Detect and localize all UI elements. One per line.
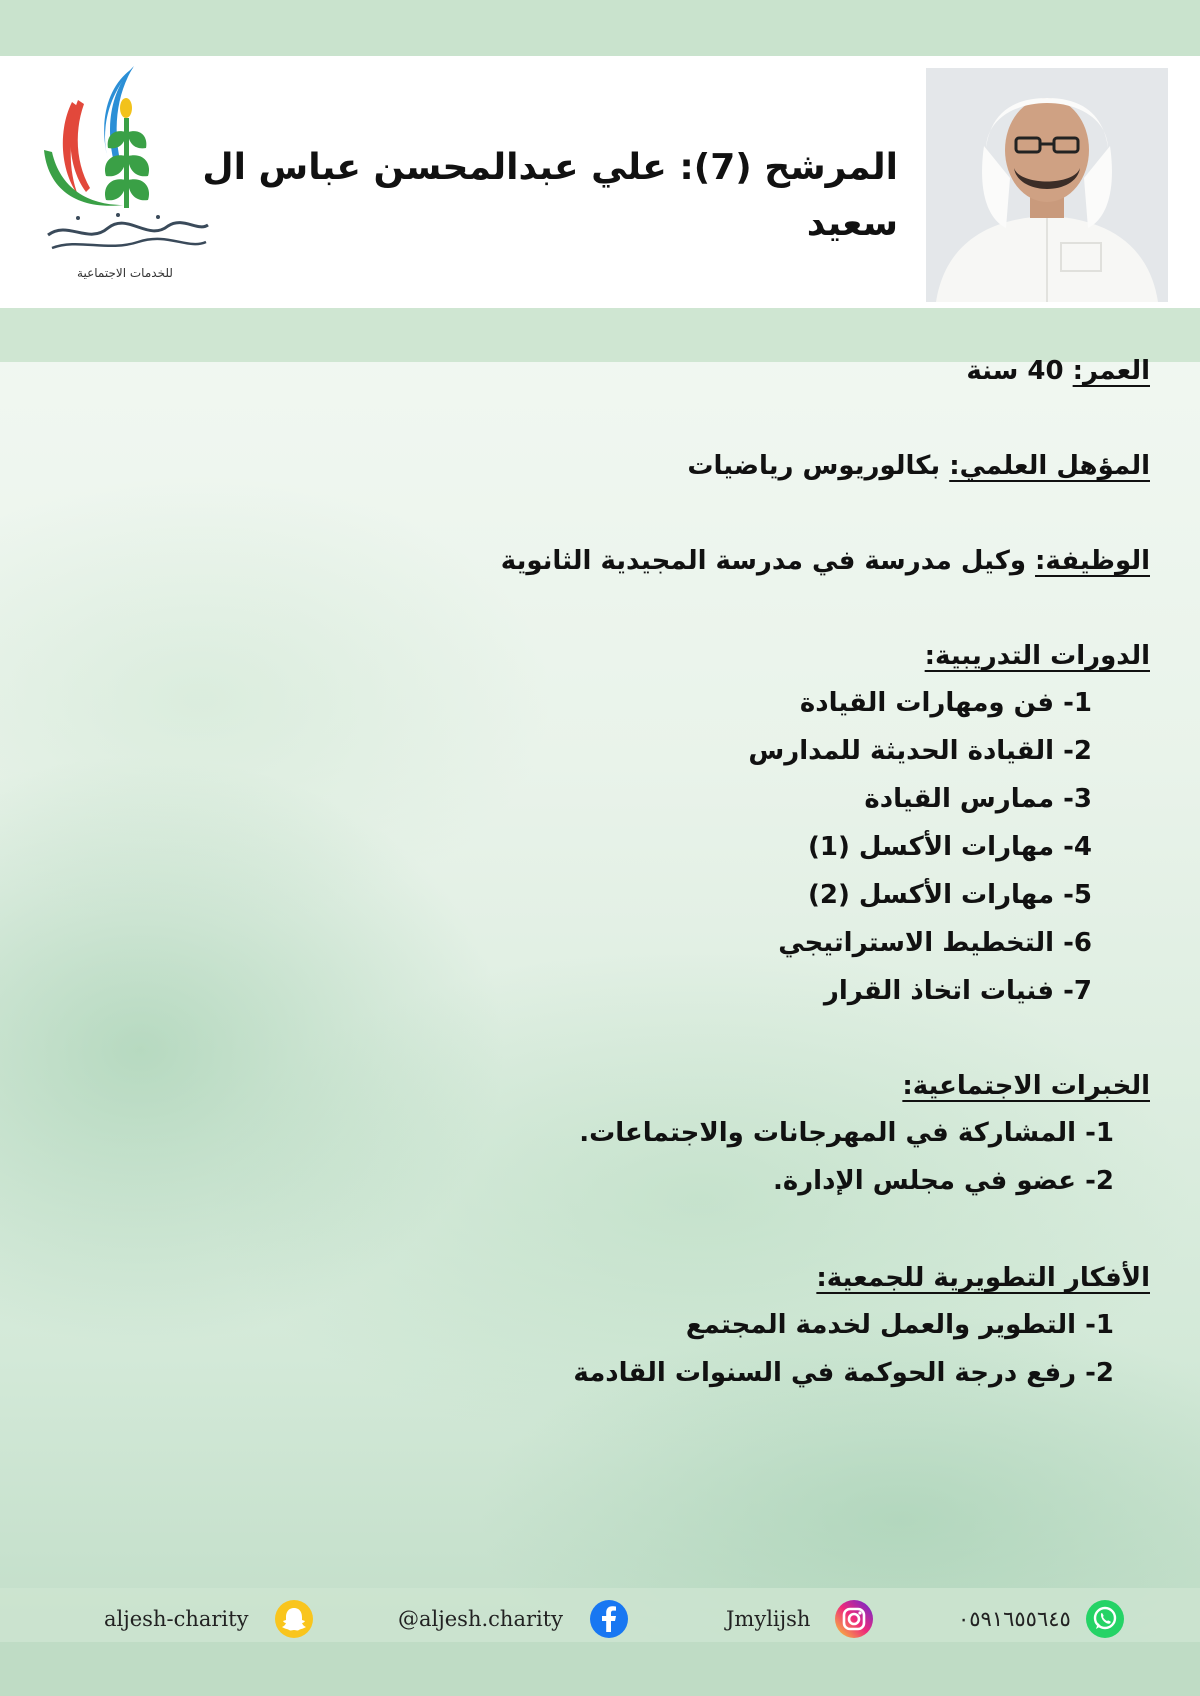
facebook-handle: @aljesh.charity xyxy=(398,1607,564,1631)
list-item: 3- ممارس القيادة xyxy=(864,784,1092,814)
list-item: 7- فنيات اتخاذ القرار xyxy=(823,976,1092,1006)
snapchat-icon xyxy=(274,1599,314,1639)
list-item: 1- فن ومهارات القيادة xyxy=(799,688,1092,718)
list-item: 4- مهارات الأكسل (1) xyxy=(808,832,1092,862)
qualification-label: المؤهل العلمي: xyxy=(949,451,1150,481)
job-label: الوظيفة: xyxy=(1035,546,1150,576)
list-item: 6- التخطيط الاستراتيجي xyxy=(778,928,1092,958)
whatsapp-contact[interactable] xyxy=(958,1599,1125,1639)
list-item: 1- التطوير والعمل لخدمة المجتمع xyxy=(685,1310,1114,1340)
qualification-row xyxy=(687,451,1150,481)
age-value: 40 سنة xyxy=(966,356,1073,386)
candidate-photo xyxy=(926,68,1168,302)
page-title: المرشح (7): علي عبدالمحسن عباس ال سعيد xyxy=(202,147,898,244)
bottom-band xyxy=(0,1642,1200,1696)
facebook-icon xyxy=(589,1599,629,1639)
age-label: العمر: xyxy=(1072,356,1150,386)
instagram-icon xyxy=(834,1599,874,1639)
job-row xyxy=(501,546,1150,576)
whatsapp-icon xyxy=(1085,1599,1125,1639)
courses-heading: الدورات التدريبية: xyxy=(924,641,1150,671)
logo-caption: للخدمات الاجتماعية xyxy=(77,266,173,280)
top-band xyxy=(0,0,1200,56)
whatsapp-number: ٠٥٩١٦٥٥٦٤٥ xyxy=(958,1607,1071,1631)
list-item: 2- رفع درجة الحوكمة في السنوات القادمة xyxy=(573,1358,1114,1388)
header-divider-band xyxy=(0,308,1200,362)
instagram-handle: Jmylijsh xyxy=(726,1607,811,1631)
list-item: 2- القيادة الحديثة للمدارس xyxy=(748,736,1092,766)
development-ideas-heading: الأفكار التطويرية للجمعية: xyxy=(816,1263,1150,1293)
snapchat-contact[interactable] xyxy=(104,1599,314,1639)
job-value: وكيل مدرسة في مدرسة المجيدية الثانوية xyxy=(500,546,1036,576)
social-experience-heading: الخبرات الاجتماعية: xyxy=(902,1071,1150,1101)
charity-logo xyxy=(38,60,218,290)
list-item: 5- مهارات الأكسل (2) xyxy=(808,880,1092,910)
facebook-contact[interactable] xyxy=(398,1599,629,1639)
age-row xyxy=(966,356,1150,386)
qualification-value: بكالوريوس رياضيات xyxy=(687,451,950,481)
list-item: 2- عضو في مجلس الإدارة. xyxy=(772,1166,1114,1196)
list-item: 1- المشاركة في المهرجانات والاجتماعات. xyxy=(579,1118,1114,1148)
instagram-contact[interactable] xyxy=(726,1599,874,1639)
snapchat-handle: aljesh-charity xyxy=(104,1607,249,1631)
